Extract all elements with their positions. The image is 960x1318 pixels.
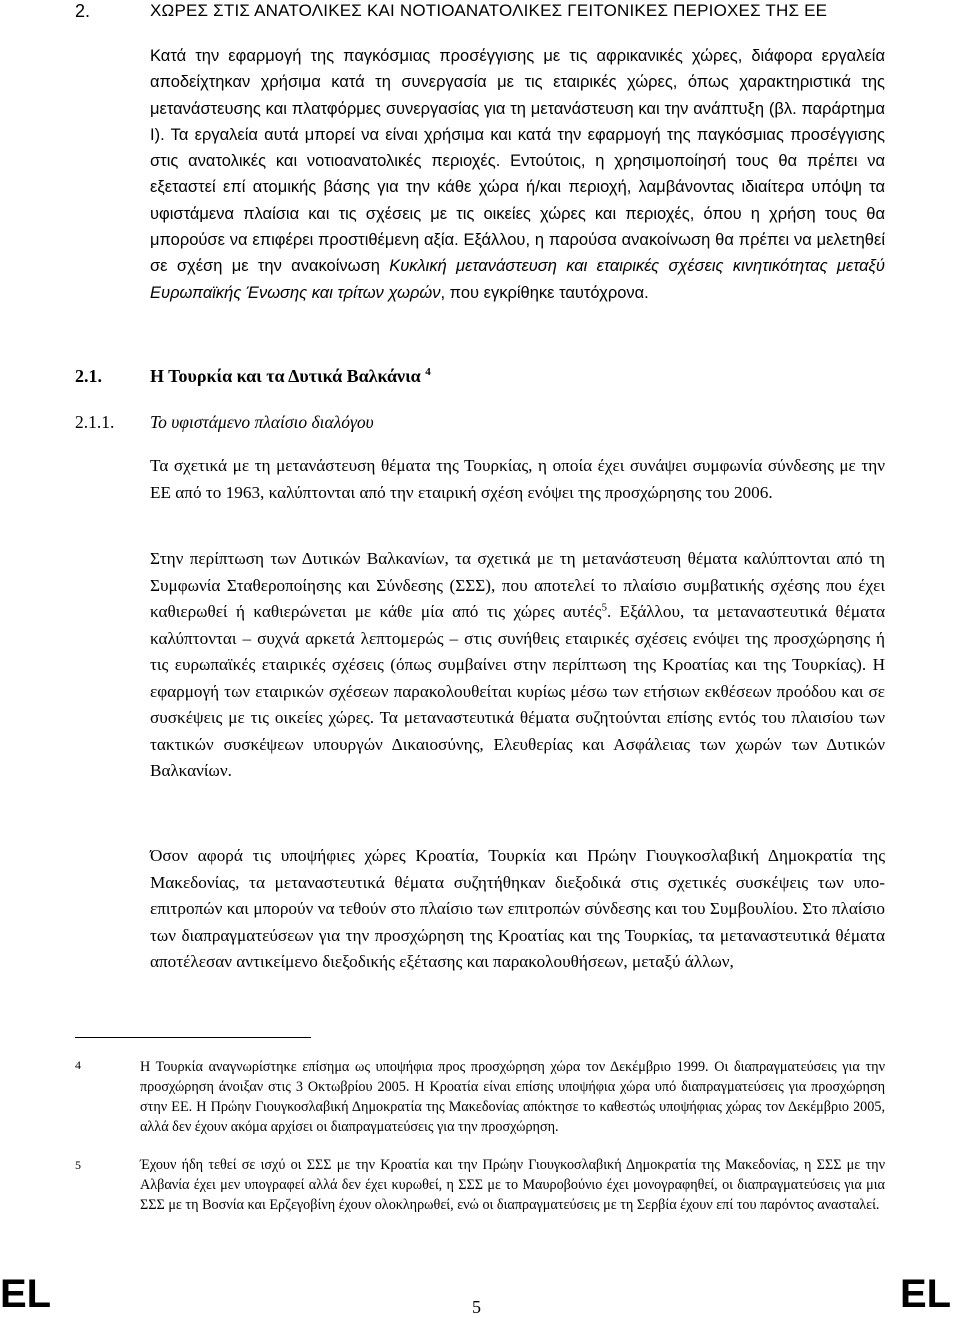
- paragraph-western-balkans: [150, 546, 885, 785]
- paragraph-candidate-countries: Όσον αφορά τις υποψήφιες χώρες Κροατία, Τουρκία και Πρώην Γιουγκοσλαβική Δημοκρατία της Μακεδονίας, τα μεταναστευτικά θέματα συζητήθηκαν διεξοδικά στις σχετικές συσκέψεις των υπο-επιτροπών και μπορούν να τεθούν στο πλαίσιο των επιτροπών σύνδεσης και του Συμβουλίου. Στο πλαίσιο των διαπραγματεύσεων για την προσχώρηση της Κροατίας και της Τουρκίας, τα μεταναστευτικά θέματα αποτέλεσαν αντικείμενο διεξοδικής εξέτασης και παρακολουθήσεων, μεταξύ άλλων,: [150, 846, 885, 971]
- footnote-separator: [75, 1037, 311, 1038]
- subsubsection-title: Το υφιστάμενο πλαίσιο διαλόγου: [150, 412, 374, 432]
- subsection-number: 2.1.: [75, 366, 102, 386]
- paragraph-turkey: Τα σχετικά με τη μετανάστευση θέματα της Τουρκίας, η οποία έχει συνάψει συμφωνία σύνδεσης με την ΕΕ από το 1963, καλύπτονται από την εταιρική σχέση ενόψει της προσχώρησης του 2006.: [150, 456, 885, 502]
- page-number: 5: [472, 1297, 481, 1317]
- footnote-ref-5[interactable]: 5: [601, 601, 607, 614]
- footnote-4-mark: 4: [75, 1058, 81, 1072]
- footnote-5-text: Έχουν ήδη τεθεί σε ισχύ οι ΣΣΣ με την Κροατία και την Πρώην Γιουγκοσλαβική Δημοκρατία της Μακεδονίας, η ΣΣΣ με την Αλβανία έχει μεν υπογραφεί αλλά δεν έχει κυρωθεί, η ΣΣΣ με το Μαυροβούνιο έχει μονογραφηθεί, οι διαπραγματεύσεις για μια ΣΣΣ με τη Βοσνία και Ερζεγοβίνη έχουν ολοκληρωθεί, ενώ οι διαπραγματεύσεις με τη Σερβία έχουν επί του παρόντος ανασταλεί.: [140, 1157, 885, 1213]
- intro-italic-reference: Κυκλική μετανάστευση και εταιρικές σχέσεις κινητικότητας μεταξύ Ευρωπαϊκής Ένωσης και τρίτων χωρών: [150, 257, 885, 302]
- intro-paragraph: [150, 43, 885, 306]
- intro-text-b: , που εγκρίθηκε ταυτόχρονα.: [440, 283, 649, 302]
- footer-language-left: EL: [0, 1272, 52, 1316]
- footnote-4-text: Η Τουρκία αναγνωρίστηκε επίσημα ως υποψήφια προς προσχώρηση χώρα τον Δεκέμβριο 1999. Οι διαπραγματεύσεις για την προσχώρηση άνοιξαν στις 3 Οκτωβρίου 2005. Η Κροατία είναι επίσης υποψήφια χώρα υπό διαπραγματεύσεις για προσχώρηση στην ΕΕ. Η Πρώην Γιουγκοσλαβική Δημοκρατία της Μακεδονίας απόκτησε το καθεστώς υποψήφιας χώρας τον Δεκέμβριο 2005, αλλά δεν έχουν ακόμα αρχίσει οι διαπραγματεύσεις για την προσχώρηση.: [140, 1059, 885, 1135]
- paragraph-western-balkans-b: . Εξάλλου, τα μεταναστευτικά θέματα καλύπτονται – συχνά αρκετά λεπτομερώς – στις συνήθεις εταιρικές σχέσεις ενόψει της προσχώρησης ή τις ευρωπαϊκές εταιρικές σχέσεις (όπως συμβαίνει στην περίπτωση της Κροατίας και της Τουρκίας). Η εφαρμογή των εταιρικών σχέσεων παρακολουθείται κυρίως μέσω των ετήσιων εκθέσεων προόδου και σε συσκέψεις με τις οικείες χώρες. Τα μεταναστευτικά θέματα συζητούνται επίσης εντός του πλαισίου των τακτικών συσκέψεων υπουργών Δικαιοσύνης, Ελευθερίας και Ασφάλειας των χωρών των Δυτικών Βαλκανίων.: [150, 602, 885, 780]
- paragraph-western-balkans-a: Στην περίπτωση των Δυτικών Βαλκανίων, τα σχετικά με τη μετανάστευση θέματα καλύπτονται από τη Συμφωνία Σταθεροποίησης και Σύνδεσης (ΣΣΣ), που αποτελεί το πλαίσιο συμβατικής σχέσης που έχει καθιερωθεί ή καθιερώνεται με κάθε μία από τις χώρες αυτές: [150, 549, 885, 621]
- footnote-ref-4[interactable]: 4: [425, 366, 431, 378]
- subsection-title-text: Η Τουρκία και τα Δυτικά Βαλκάνια: [150, 366, 421, 386]
- section-number: 2.: [75, 1, 91, 21]
- subsection-title: [150, 364, 431, 388]
- footer-language-right: EL: [900, 1272, 952, 1316]
- footnote-5-mark: 5: [75, 1158, 81, 1172]
- subsubsection-number: 2.1.1.: [75, 412, 115, 432]
- intro-text-a: Κατά την εφαρμογή της παγκόσμιας προσέγγισης με τις αφρικανικές χώρες, διάφορα εργαλεία αποδείχτηκαν χρήσιμα κατά τη συνεργασία με τις εταιρικές χώρες, όπως χαρακτηριστικά της μετανάστευσης και πλατφόρμες συνεργασίας για τη μετανάστευση και την ανάπτυξη (βλ. παράρτημα Ι). Τα εργαλεία αυτά μπορεί να είναι χρήσιμα και κατά την εφαρμογή της παγκόσμιας προσέγγισης στις ανατολικές και νοτιοανατολικές περιοχές. Εντούτοις, η χρησιμοποίησή τους θα πρέπει να εξεταστεί επί ατομικής βάσης για την κάθε χώρα ή/και περιοχή, λαμβάνοντας ιδιαίτερα υπόψη τα υφιστάμενα πλαίσια και τις σχέσεις με τις οικείες χώρες και περιοχές, όπου η χρήση τους θα μπορούσε να επιφέρει προστιθέμενη αξία. Εξάλλου, η παρούσα ανακοίνωση θα πρέπει να μελετηθεί σε σχέση με την ανακοίνωση: [150, 47, 885, 276]
- section-title: ΧΩΡΕΣ ΣΤΙΣ ΑΝΑΤΟΛΙΚΕΣ ΚΑΙ ΝΟΤΙΟΑΝΑΤΟΛΙΚΕΣ ΓΕΙΤΟΝΙΚΕΣ ΠΕΡΙΟΧΕΣ ΤΗΣ ΕΕ: [150, 1, 828, 20]
